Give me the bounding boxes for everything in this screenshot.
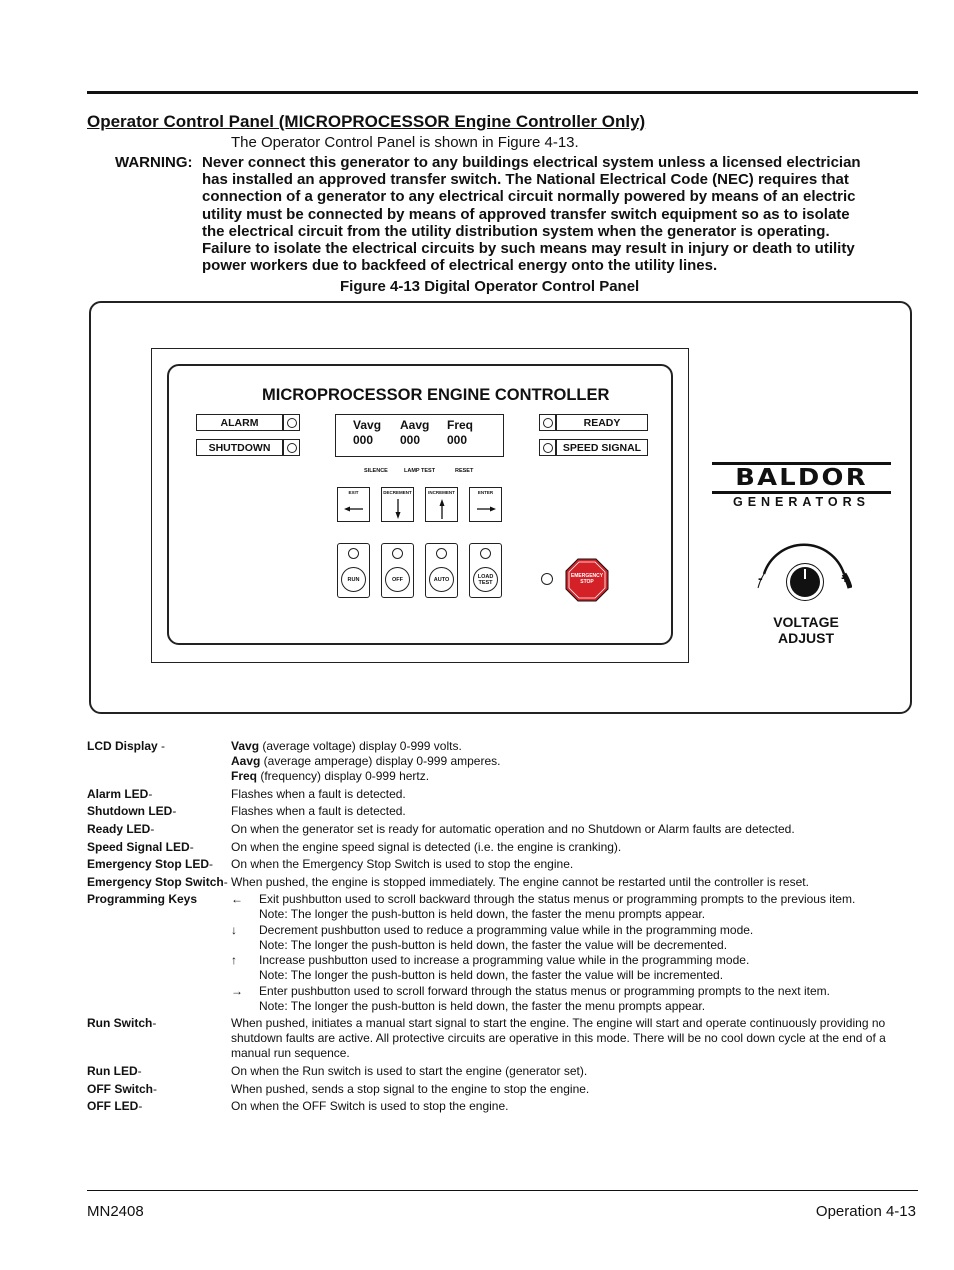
run-led — [348, 548, 359, 559]
auto-switch[interactable]: AUTO — [429, 567, 454, 592]
desc-freq: Freq (frequency) display 0-999 hertz. — [231, 769, 430, 783]
enter-key-label: ENTER — [477, 490, 494, 495]
desc-ready-text: On when the generator set is ready for automatic operation and no Shutdown or Alarm faults are detected. — [231, 822, 795, 836]
down-arrow-icon — [392, 497, 404, 521]
run-switch-block — [337, 543, 370, 598]
enter-key[interactable] — [469, 487, 502, 522]
emergency-stop-led — [541, 573, 553, 585]
logo-generators: GENERATORS — [732, 495, 871, 509]
desc-right-arrow: → — [231, 984, 243, 998]
load-test-label-1: LOAD — [477, 573, 494, 580]
desc-run-switch-text: When pushed, initiates a manual start signal to start the engine. The engine will start and operate continuously providing no shutdown faults are active. All protective circuits are operative in this mode. There will be no cool down cycle at the end of a manual run sequence. — [231, 1016, 886, 1061]
auto-switch-block — [425, 543, 458, 598]
increment-key-label: INCREMENT — [428, 490, 455, 495]
voltage-adjust-knob[interactable] — [786, 563, 824, 601]
off-switch-block — [381, 543, 414, 598]
emergency-stop-label: EMERGENCY STOP — [570, 573, 604, 585]
lcd-aavg-label: Aavg — [400, 418, 430, 432]
lamp-test-label: LAMP TEST — [404, 468, 436, 474]
warning-label: WARNING: — [115, 154, 193, 171]
increment-key[interactable] — [425, 487, 458, 522]
desc-ready-term: Ready LED- — [87, 822, 155, 836]
auto-led — [436, 548, 447, 559]
desc-alarm-term: Alarm LED- — [87, 787, 153, 801]
desc-estop-led-term: Emergency Stop LED- — [87, 857, 214, 871]
desc-off-switch-term: OFF Switch- — [87, 1082, 157, 1096]
decrement-key[interactable] — [381, 487, 414, 522]
desc-estop-led-text: On when the Emergency Stop Switch is used to stop the engine. — [231, 857, 574, 871]
desc-run-switch-term: Run Switch- — [87, 1016, 157, 1030]
desc-off-led-text: On when the OFF Switch is used to stop the engine. — [231, 1099, 509, 1113]
up-arrow-icon — [436, 497, 448, 521]
lcd-vavg-label: Vavg — [353, 418, 382, 432]
desc-up-arrow: ↑ — [231, 953, 237, 967]
lcd-display — [335, 414, 504, 457]
intro-text: The Operator Control Panel is shown in Figure 4-13. — [231, 134, 579, 151]
emergency-stop-switch[interactable] — [565, 558, 609, 602]
desc-prog-term: Programming Keys — [87, 892, 198, 906]
ready-indicator-label: READY — [556, 414, 648, 431]
desc-off-led-term: OFF LED- — [87, 1099, 143, 1113]
voltage-adjust-label: VOLTAGE ADJUST — [773, 614, 839, 646]
controller-title: MICROPROCESSOR ENGINE CONTROLLER — [262, 386, 610, 404]
exit-key[interactable] — [337, 487, 370, 522]
shutdown-led — [283, 439, 300, 456]
alarm-indicator-label: ALARM — [196, 414, 283, 431]
right-arrow-icon — [475, 502, 497, 516]
baldor-generators-logo — [712, 462, 891, 508]
load-test-switch-block — [469, 543, 502, 598]
footer-doc-number: MN2408 — [87, 1203, 144, 1220]
speed-signal-led — [539, 439, 556, 456]
desc-right-note: Note: The longer the push-button is held down, the faster the menu prompts appear. — [259, 999, 706, 1013]
run-switch[interactable]: RUN — [341, 567, 366, 592]
speed-signal-indicator-label: SPEED SIGNAL — [556, 439, 648, 456]
desc-down-text: Decrement pushbutton used to reduce a programming value while in the programming mode. — [259, 923, 754, 937]
load-test-switch[interactable] — [473, 567, 498, 592]
desc-off-switch-text: When pushed, sends a stop signal to the engine to stop the engine. — [231, 1082, 590, 1096]
warning-text: Never connect this generator to any buildings electrical system unless a licensed electrician has installed an approved transfer switch. The National Electrical Code (NEC) requires that connection of a generator to any electrical circuit normally powered by means of an electric utility must be connected by means of approved transfer switch equipment so as to isolate the electrical circuit from the utility distribution system when the generator is operating. Failure to isolate the electrical circuits by such means may result in injury or death to utility power workers due to backfeed of electrical energy onto the utility lines. — [202, 154, 861, 275]
load-test-led — [480, 548, 491, 559]
lcd-vavg-value: 000 — [353, 433, 374, 447]
knob-face — [790, 567, 820, 597]
desc-shutdown-term: Shutdown LED- — [87, 804, 177, 818]
off-led — [392, 548, 403, 559]
desc-down-note: Note: The longer the push-button is held down, the faster the value will be decremented. — [259, 938, 728, 952]
top-rule — [87, 91, 918, 94]
desc-aavg: Aavg (average amperage) display 0-999 amperes. — [231, 754, 501, 768]
desc-left-text: Exit pushbutton used to scroll backward through the status menus or programming prompts to the previous item. — [259, 892, 856, 906]
desc-speed-term: Speed Signal LED- — [87, 840, 194, 854]
knob-pointer — [804, 569, 806, 579]
desc-run-led-text: On when the Run switch is used to start the engine (generator set). — [231, 1064, 588, 1078]
silence-label: SILENCE — [364, 468, 388, 474]
controller-faceplate — [167, 364, 673, 645]
desc-left-note: Note: The longer the push-button is held down, the faster the menu prompts appear. — [259, 907, 706, 921]
desc-shutdown-text: Flashes when a fault is detected. — [231, 804, 406, 818]
desc-lcd-term: LCD Display - — [87, 739, 166, 753]
desc-up-text: Increase pushbutton used to increase a programming value while in the programming mode. — [259, 953, 750, 967]
footer-page-number: Operation 4-13 — [815, 1203, 916, 1220]
footer-rule — [87, 1190, 918, 1191]
desc-left-arrow: ← — [231, 892, 243, 906]
off-switch[interactable]: OFF — [385, 567, 410, 592]
lcd-aavg-value: 000 — [400, 433, 421, 447]
logo-baldor: BALDOR — [735, 465, 868, 491]
desc-estop-switch: Emergency Stop Switch- When pushed, the engine is stopped immediately. The engine cannot be restarted until the controller is reset. — [87, 875, 809, 889]
alarm-led — [283, 414, 300, 431]
lcd-freq-value: 000 — [447, 433, 468, 447]
exit-key-label: EXIT — [348, 490, 359, 495]
left-arrow-icon — [343, 502, 365, 516]
desc-run-led-term: Run LED- — [87, 1064, 142, 1078]
voltage-plus-label: + — [841, 570, 850, 586]
desc-down-arrow: ↓ — [231, 923, 237, 937]
figure-caption: Figure 4-13 Digital Operator Control Panel — [340, 278, 640, 295]
lcd-freq-label: Freq — [447, 418, 474, 432]
desc-up-note: Note: The longer the push-button is held down, the faster the value will be incremented. — [259, 968, 724, 982]
ready-led — [539, 414, 556, 431]
desc-alarm-text: Flashes when a fault is detected. — [231, 787, 406, 801]
voltage-minus-label: - — [758, 570, 763, 586]
desc-vavg: Vavg (average voltage) display 0-999 volts. — [231, 739, 462, 753]
section-heading: Operator Control Panel (MICROPROCESSOR Engine Controller Only) — [87, 112, 646, 131]
load-test-label-2: TEST — [478, 579, 493, 586]
desc-right-text: Enter pushbutton used to scroll forward through the status menus or programming prompts to the next item. — [259, 984, 830, 998]
reset-label: RESET — [455, 468, 474, 474]
decrement-key-label: DECREMENT — [383, 490, 412, 495]
logo-mid-bar — [712, 491, 891, 494]
shutdown-indicator-label: SHUTDOWN — [196, 439, 283, 456]
desc-speed-text: On when the engine speed signal is detected (i.e. the engine is cranking). — [231, 840, 622, 854]
